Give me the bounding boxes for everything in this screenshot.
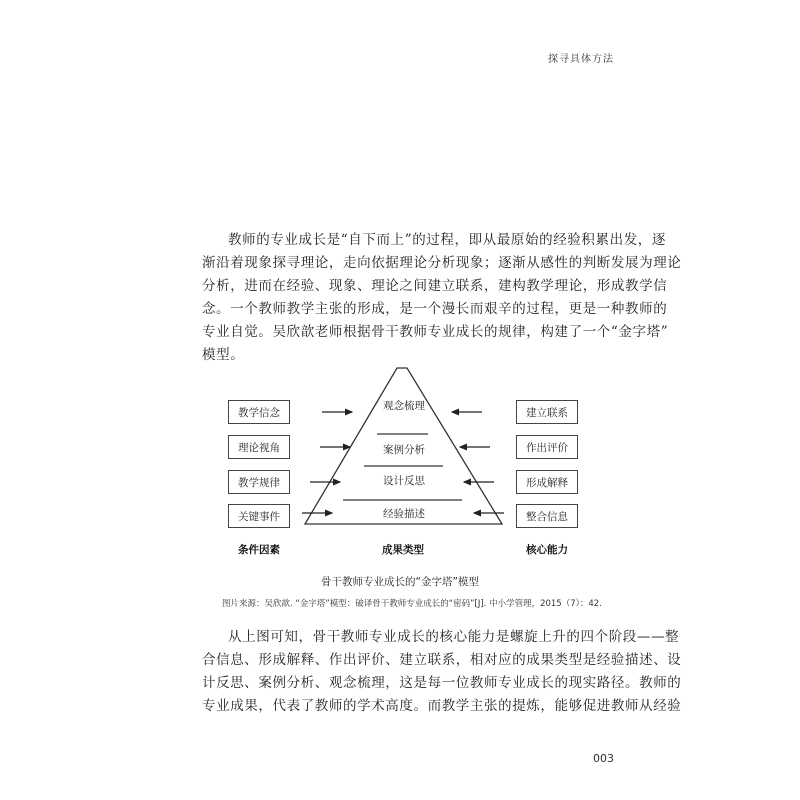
- figure-caption: 骨干教师专业成长的“金字塔”模型: [321, 576, 479, 588]
- paragraph-intro: [202, 229, 682, 367]
- text-line: 教师的专业成长是“自下而上”的过程，即从最原始的经验积累出发，逐: [228, 232, 667, 248]
- text-line: 分析，进而在经验、现象、理论之间建立联系，建构教学理论，形成教学信: [202, 278, 668, 294]
- text-line: 渐沿着现象探寻理论，走向依据理论分析现象；逐渐从感性的判断发展为理论: [202, 255, 682, 271]
- condition-box: 理论视角: [228, 435, 290, 459]
- text-line: 专业成果，代表了教师的学术高度。而教学主张的提炼，能够促进教师从经验: [202, 698, 682, 714]
- column-header: 核心能力: [526, 544, 568, 556]
- text-line: 念。一个教师教学主张的形成，是一个漫长而艰辛的过程，更是一种教师的: [202, 301, 668, 317]
- ability-box: 建立联系: [516, 400, 578, 424]
- text-line: 从上图可知，骨干教师专业成长的核心能力是螺旋上升的四个阶段——整: [228, 629, 680, 645]
- column-header: 条件因素: [238, 544, 280, 556]
- pyramid-level-label: 设计反思: [383, 475, 425, 487]
- pyramid-level-label: 案例分析: [383, 444, 425, 456]
- pyramid-level-label: 观念梳理: [383, 400, 425, 412]
- condition-box: 教学规律: [228, 470, 290, 494]
- text-line: 专业自觉。吴欣歆老师根据骨干教师专业成长的规律，构建了一个“金字塔”: [202, 324, 669, 340]
- figure-source: 图片来源：吴欣歆. “金字塔”模型：破译骨干教师专业成长的“密码”[J]. 中小学管理，2015（7）：42.: [222, 599, 602, 609]
- column-header: 成果类型: [382, 544, 424, 556]
- pyramid-outline: [305, 368, 502, 524]
- text-line: 计反思、案例分析、观念梳理，这是每一位教师专业成长的现实路径。教师的: [202, 675, 682, 691]
- pyramid-level-label: 经验描述: [383, 508, 425, 520]
- ability-box: 形成解释: [516, 470, 578, 494]
- condition-box: 关键事件: [228, 504, 290, 528]
- paragraph-analysis: [202, 626, 682, 718]
- condition-box: 教学信念: [228, 400, 290, 424]
- page-number: 003: [593, 752, 614, 765]
- ability-box: 整合信息: [516, 504, 578, 528]
- running-header: 探寻具体方法: [548, 54, 614, 65]
- text-line: 合信息、形成解释、作出评价、建立联系，相对应的成果类型是经验描述、设: [202, 652, 682, 668]
- text-line: 模型。: [202, 347, 245, 363]
- ability-box: 作出评价: [516, 435, 578, 459]
